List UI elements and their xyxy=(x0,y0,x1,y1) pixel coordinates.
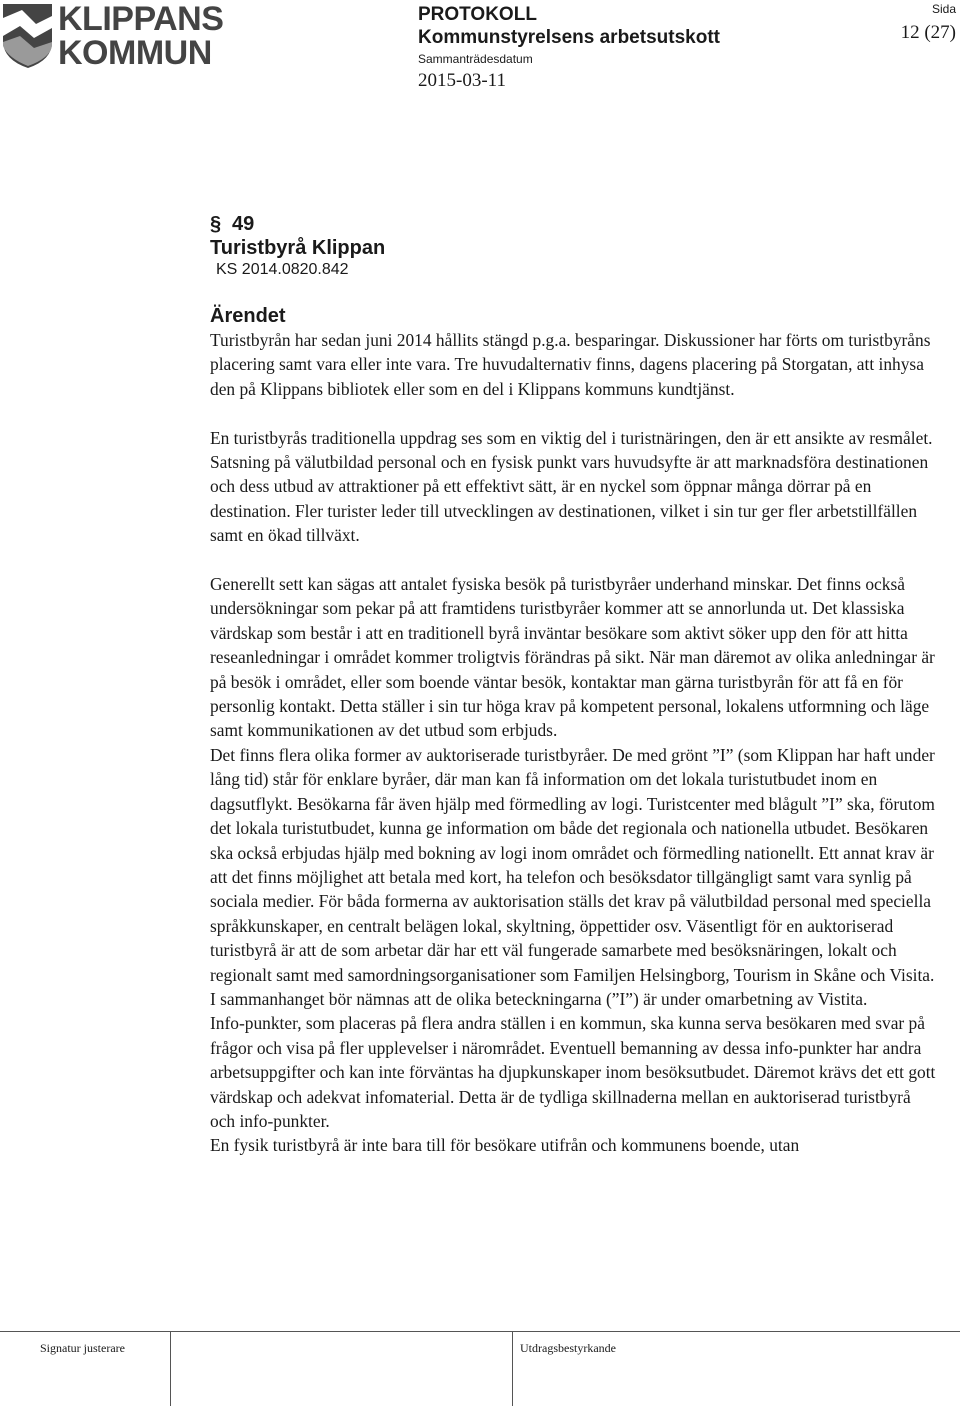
committee-name: Kommunstyrelsens arbetsutskott xyxy=(418,27,720,48)
paragraph-number: 49 xyxy=(232,213,255,235)
document-title: PROTOKOLL xyxy=(418,4,537,25)
signature-label: Signatur justerare xyxy=(40,1341,125,1355)
meeting-date: 2015-03-11 xyxy=(418,70,506,91)
body-paragraph: En fysik turistbyrå är inte bara till för besökare utifrån och kommunens boende, utan xyxy=(210,1135,800,1156)
paragraph-symbol: § xyxy=(210,213,222,235)
body-paragraph: Turistbyrån har sedan juni 2014 hållits stängd p.g.a. besparingar. Diskussioner har förts om turistbyråns placering samt vara eller inte vara. Tre huvudalternativ finns, dagens placering på Storgatan, att inhysa den på Klippans bibliotek eller som en del i Klippans kommuns kundtjänst. xyxy=(210,330,931,399)
klippans-kommun-emblem-icon xyxy=(0,2,56,70)
footer-divider-vertical xyxy=(170,1331,171,1406)
body-paragraph: En turistbyrås traditionella uppdrag ses som en viktig del i turistnäringen, den är ett ansikte av resmålet. Satsning på välutbildad personal och en fysisk punkt vars huvudsyfte är att marknadsföra destinationen och dess utbud av attraktioner på ett effektivt sätt, är en nyckel som öppnar många dörrar på en destination. Fler turister leder till utvecklingen av destinationen, vilket i sin tur ger fler arbetstillfällen samt en ökad tillväxt. xyxy=(210,427,933,546)
municipality-logo xyxy=(0,0,224,72)
page-label: Sida xyxy=(931,2,956,16)
body-paragraph: Det finns flera olika former av auktoriserade turistbyråer. De med grönt ”I” (som Klippan har haft under lång tid) står för enklare byråer, där man kan få information om det lokala turistutbudet inom en dagsutflykt. Besökarna får även hjälp med förmedling av logi. Turistcenter med blågult ”I” ska, förutom det lokala turistutbudet, kunna ge information om både det regionala och nationella utbudet. Besökaren ska också erbjudas hjälp med bokning av logi inom området och förmedling nationellt. Ett annat krav är att det finns möjlighet att betala med kort, ha telefon och besöksdator tillgängligt samt vara synlig på sociala medier. För båda formerna av auktorisation ställs det krav på välutbildad personal med speciella språkkunskaper, en centralt belägen lokal, skyltning, öppettider osv. Väsentligt för en auktoriserad turistbyrå är att de som arbetar där har ett väl fungerade samarbete med besöksnäringen, lokalt och regionalt samt med samordningsorganisationer som Familjen Helsingborg, Tourism in Skåne och Visita. I sammanhanget bör nämnas att de olika beteckningarna (”I”) är under omarbetning av Vistita. xyxy=(210,744,935,1009)
footer-divider-vertical xyxy=(512,1331,513,1406)
extract-certification-label: Utdragsbestyrkande xyxy=(520,1341,616,1355)
body-paragraph: Generellt sett kan sägas att antalet fysiska besök på turistbyråer underhand minskar. Det finns också undersökningar som pekar på att framtidens turistbyråer kommer att se annorlunda ut. Det klassiska värdskap som består i att en traditionell byrå inväntar besökare som aktivt söker upp den för att hitta reseanledningar i området kommer troligtvis förändras på sikt. När man däremot av olika anledningar är på besök i området, eller som boende väntar besök, kontaktar man gärna turistbyrån för att få en för personlig kontakt. Detta ställer i sin tur höga krav på kompetent personal, lokalens utformning och läge samt kommunikationen av det utbud som erbjuds. xyxy=(210,574,935,741)
document-header xyxy=(418,4,720,93)
subsection-heading: Ärendet xyxy=(210,305,286,327)
section-title: Turistbyrå Klippan xyxy=(210,237,386,259)
case-number: KS 2014.0820.842 xyxy=(216,261,349,278)
footer-divider xyxy=(0,1331,960,1332)
document-body xyxy=(210,328,940,1158)
logo-text-line1: KLIPPANS xyxy=(58,0,224,38)
logo-text-line2: KOMMUN xyxy=(58,34,212,72)
body-paragraph: Info-punkter, som placeras på flera andra ställen i en kommun, ska kunna serva besökaren med svar på frågor och visa på fler upplevelser i närområdet. Eventuell bemanning av dessa info-punkter har andra arbetsuppgifter och kan inte förväntas ha djupkunskaper inom besöksutbudet. Däremot krävs det ett gott värdskap och adekvat infomaterial. Detta är de tydliga skillnaderna mellan en auktoriserad turistbyrå och info-punkter. xyxy=(210,1013,936,1131)
date-label: Sammanträdesdatum xyxy=(418,52,533,66)
page-number: 12 (27) xyxy=(900,22,956,43)
